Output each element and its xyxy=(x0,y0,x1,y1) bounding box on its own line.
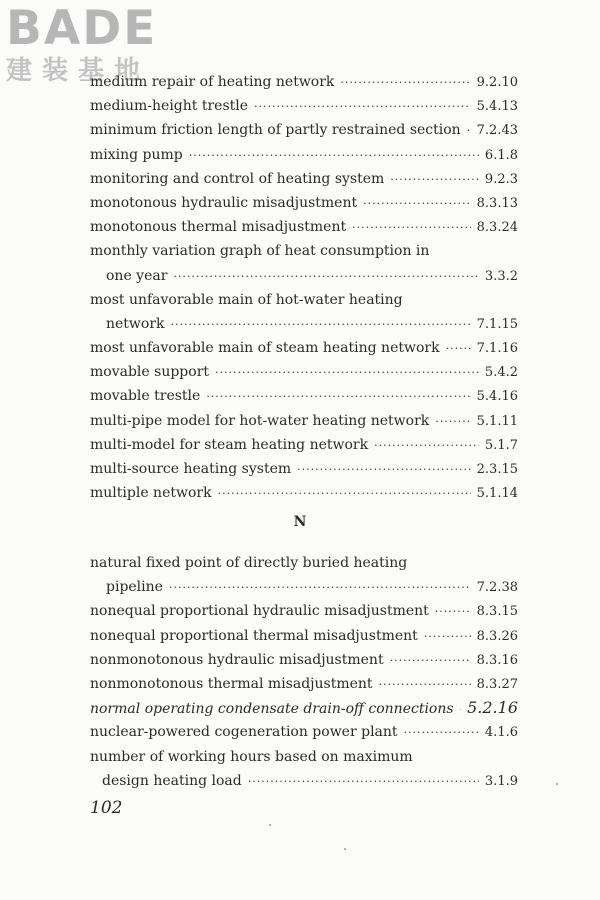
entry-reference: 5.4.16 xyxy=(476,389,518,405)
index-entry xyxy=(90,143,518,167)
entry-reference: 5.2.16 xyxy=(467,698,518,718)
index-entry xyxy=(90,672,518,696)
entry-reference: 7.2.43 xyxy=(476,123,518,139)
dot-leader xyxy=(404,721,479,745)
entry-reference: 5.4.2 xyxy=(484,365,518,381)
entry-reference: 3.1.9 xyxy=(484,773,518,789)
index-entry xyxy=(90,191,518,215)
entry-term: multiple network xyxy=(90,485,212,502)
entry-term: multi-model for steam heating network xyxy=(90,436,369,453)
dot-leader xyxy=(206,385,470,409)
dot-leader xyxy=(390,649,471,673)
page-number: 102 xyxy=(90,798,123,818)
dot-leader xyxy=(297,458,470,482)
entry-reference: 2.3.15 xyxy=(476,462,518,477)
dot-leader xyxy=(340,71,470,95)
index-entry xyxy=(90,696,518,720)
dot-leader xyxy=(254,95,471,119)
entry-term: number of working hours based on maximum xyxy=(90,748,413,765)
entry-term: monotonous hydraulic misadjustment xyxy=(90,194,358,211)
scan-speck xyxy=(344,848,346,850)
dot-leader xyxy=(390,168,479,192)
entry-term: multi-pipe model for hot-water heating network xyxy=(90,412,430,429)
entry-term: nuclear-powered cogeneration power plant xyxy=(90,724,398,741)
index-entry xyxy=(90,575,518,599)
index-entry xyxy=(90,624,518,648)
dot-leader xyxy=(446,337,471,361)
index-entry xyxy=(90,551,518,575)
dot-leader xyxy=(435,410,470,434)
dot-leader xyxy=(460,698,462,722)
dot-leader xyxy=(352,216,471,240)
entry-reference: 7.2.38 xyxy=(476,580,518,596)
entry-term: most unfavorable main of hot-water heating xyxy=(90,291,403,308)
entry-reference: 8.3.26 xyxy=(476,628,518,644)
entry-term: normal operating condensate drain-off connections xyxy=(90,701,454,718)
entry-reference: 7.1.15 xyxy=(476,316,518,332)
index-entry xyxy=(90,433,518,457)
entry-term: pipeline xyxy=(106,579,163,596)
entry-term: medium-height trestle xyxy=(90,98,249,115)
index-entry xyxy=(90,288,518,312)
entry-term: minimum friction length of partly restrained section xyxy=(90,122,461,139)
entry-term: medium repair of heating network xyxy=(90,74,335,90)
dot-leader xyxy=(248,770,479,794)
entry-term: design heating load xyxy=(102,772,242,789)
index-entry xyxy=(90,384,518,408)
scan-speck xyxy=(269,824,271,826)
entry-reference: 8.3.27 xyxy=(476,676,518,692)
entry-reference: 8.3.15 xyxy=(476,604,518,620)
entry-term: natural fixed point of directly buried heating xyxy=(90,555,408,571)
dot-leader xyxy=(379,673,471,697)
dot-leader xyxy=(169,576,471,600)
index-entry xyxy=(90,70,518,94)
entry-term: nonmonotonous hydraulic misadjustment xyxy=(90,651,384,668)
entry-term: mixing pump xyxy=(90,146,183,163)
entry-reference: 5.1.7 xyxy=(484,437,518,453)
index-entry xyxy=(90,264,518,288)
index-entry xyxy=(90,94,518,118)
entry-term: movable trestle xyxy=(90,388,201,405)
dot-leader xyxy=(435,600,471,624)
dot-leader xyxy=(467,119,471,143)
entry-term: monitoring and control of heating system xyxy=(90,170,385,187)
index-section-n xyxy=(90,551,518,793)
entry-reference: 8.3.16 xyxy=(476,652,518,668)
entry-term: multi-source heating system xyxy=(90,461,292,477)
dot-leader xyxy=(363,192,471,216)
index-entry xyxy=(90,648,518,672)
index-entry xyxy=(90,118,518,142)
index-entry xyxy=(90,409,518,433)
index-entry xyxy=(90,457,518,481)
index-entry xyxy=(90,360,518,384)
dot-leader xyxy=(189,144,479,168)
index-entry xyxy=(90,481,518,505)
entry-reference: 3.3.2 xyxy=(484,268,518,284)
entry-reference: 5.1.11 xyxy=(476,413,518,429)
index-entry xyxy=(90,745,518,769)
dot-leader xyxy=(374,434,479,458)
index-entry xyxy=(90,239,518,263)
entry-reference: 5.1.14 xyxy=(476,486,518,502)
entry-reference: 6.1.8 xyxy=(484,147,518,163)
entry-term: movable support xyxy=(90,364,210,381)
logo-subtitle: 建装基地 xyxy=(6,56,151,86)
index-entry xyxy=(90,167,518,191)
scan-speck xyxy=(556,783,558,785)
logo-text: BADE xyxy=(6,1,158,56)
entry-term: monotonous thermal misadjustment xyxy=(90,219,347,236)
dot-leader xyxy=(171,313,471,337)
entry-term: nonequal proportional hydraulic misadjustment xyxy=(90,603,429,620)
entry-reference: 7.1.16 xyxy=(476,341,518,357)
entry-reference: 8.3.13 xyxy=(476,195,518,211)
entry-term: network xyxy=(106,315,165,332)
dot-leader xyxy=(215,361,479,385)
index-section-m xyxy=(90,70,518,505)
entry-reference: 8.3.24 xyxy=(476,220,518,236)
entry-term: monthly variation graph of heat consumption in xyxy=(90,243,430,260)
dot-leader xyxy=(218,482,471,506)
index-entry xyxy=(90,769,518,793)
index-entry xyxy=(90,720,518,744)
entry-reference: 5.4.13 xyxy=(476,99,518,115)
entry-term: nonmonotonous thermal misadjustment xyxy=(90,675,373,692)
entry-reference: 9.2.10 xyxy=(476,75,518,90)
index-entry xyxy=(90,336,518,360)
dot-leader xyxy=(424,625,471,649)
entry-reference: 9.2.3 xyxy=(484,171,518,187)
entry-term: one year xyxy=(106,267,168,284)
dot-leader xyxy=(173,265,479,289)
index-entry xyxy=(90,599,518,623)
entry-term: most unfavorable main of steam heating network xyxy=(90,340,440,357)
entry-reference: 4.1.6 xyxy=(484,725,518,741)
index-entry xyxy=(90,312,518,336)
index-entry xyxy=(90,215,518,239)
section-heading-n: N xyxy=(293,514,307,530)
entry-term: nonequal proportional thermal misadjustment xyxy=(90,627,418,644)
